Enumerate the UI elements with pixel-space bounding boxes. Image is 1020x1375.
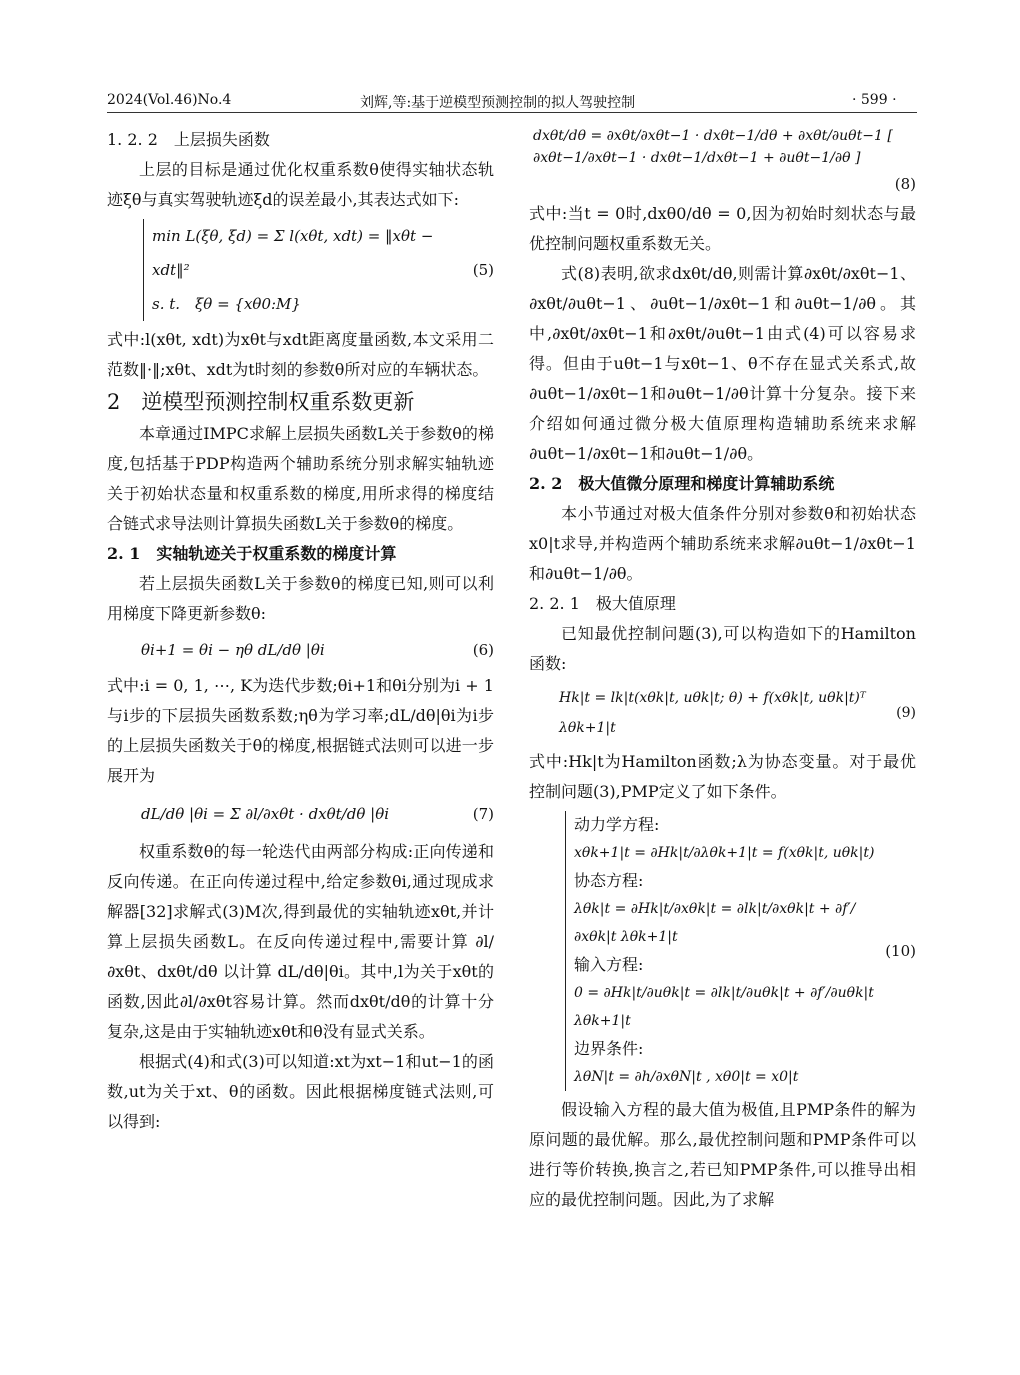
equation-number: (6) [472, 641, 494, 659]
equation-9-body: Hk|t = lk|t(xθk|t, uθk|t; θ) + f(xθk|t, uθk|t)ᵀ λθk+1|t [559, 690, 866, 736]
left-column [107, 125, 494, 1137]
paragraph: 式(8)表明,欲求dxθt/dθ,则需计算∂xθt/∂xθt−1、∂xθt/∂uθt−1、∂uθt−1/∂xθt−1和∂uθt−1/∂θ。其中,∂xθt/∂xθt−1和∂xθt/∂uθt−1由式(4)可以容易求得。但由于uθt−1与xθt−1、θ不存在显式关系式,故∂uθt−1/∂xθt−1和∂uθt−1/∂θ计算十分复杂。接下来介绍如何通过微分极大值原理构造辅助系统来求解∂uθt−1/∂xθt−1和∂uθt−1/∂θ。 [529, 264, 916, 463]
paragraph: 假设输入方程的最大值为极值,且PMP条件的解为原问题的最优解。那么,最优控制问题和PMP条件可以进行等价转换,换言之,若已知PMP条件,可以推导出相应的最优控制问题。因此,为了求解 [529, 1100, 916, 1209]
input-label: 输入方程: [574, 955, 644, 974]
header-issue: 2024(Vol.46)No.4 [107, 92, 232, 108]
equation-6-body: θi+1 = θi − ηθ dL/dθ |θi [141, 641, 325, 659]
boundary-label: 边界条件: [574, 1039, 644, 1058]
equation-6 [107, 635, 494, 665]
equation-5 [107, 219, 494, 321]
right-column [529, 125, 916, 1215]
section-2-1-heading: 2. 1 实轴轨迹关于权重系数的梯度计算 [107, 544, 397, 563]
paragraph: 式中:l(xθt, xdt)为xθt与xdt距离度量函数,本文采用二范数‖·‖;xθt、xdt为t时刻的参数θ所对应的车辆状态。 [107, 330, 494, 379]
equation-number: (9) [896, 705, 916, 721]
equation-8 [529, 125, 916, 169]
header-rule [107, 112, 917, 113]
equation-number: (8) [894, 175, 916, 193]
section-2-heading: 2 逆模型预测控制权重系数更新 [107, 390, 415, 414]
boundary-equation: λθN|t = ∂h/∂xθN|t , xθ0|t = x0|t [574, 1069, 799, 1085]
dynamics-label: 动力学方程: [574, 815, 660, 834]
equation-7 [107, 799, 494, 829]
section-1-2-2-heading: 1. 2. 2 上层损失函数 [107, 130, 270, 149]
header-page-number: · 599 · [852, 92, 897, 108]
paragraph: 权重系数θ的每一轮迭代由两部分构成:正向传递和反向传递。在正向传递过程中,给定参数θi,通过现成求解器[32]求解式(3)M次,得到最优的实轴轨迹xθt,并计算上层损失函数L。在反向传递过程中,需要计算 ∂l/∂xθt、dxθt/dθ 以计算 dL/dθ|θi。其中,l为关于xθt的函数,因此∂l/∂xθt容易计算。然而dxθt/dθ的计算十分复杂,这是由于实轴轨迹xθt和θ没有显式关系。 [107, 842, 494, 1041]
paragraph: 若上层损失函数L关于参数θ的梯度已知,则可以利用梯度下降更新参数θ: [107, 574, 494, 623]
section-2-2-heading: 2. 2 极大值微分原理和梯度计算辅助系统 [529, 474, 835, 493]
equation-9 [529, 683, 916, 743]
paragraph: 式中:Hk|t为Hamilton函数;λ为协态变量。对于最优控制问题(3),PMP定义了如下条件。 [529, 752, 916, 801]
paragraph: 式中:i = 0, 1, ⋯, K为迭代步数;θi+1和θi分别为i + 1与i步的下层损失函数系数;ηθ为学习率;dL/dθ|θi为i步的上层损失函数关于θ的梯度,根据链式法则可以进一步展开为 [107, 676, 494, 785]
input-equation: 0 = ∂Hk|t/∂uθk|t = ∂lk|t/∂uθk|t + ∂f′/∂uθk|t λθk+1|t [574, 985, 874, 1029]
paragraph: 本小节通过对极大值条件分别对参数θ和初始状态x0|t求导,并构造两个辅助系统来求解∂uθt−1/∂xθt−1和∂uθt−1/∂θ。 [529, 504, 916, 583]
paragraph: 已知最优控制问题(3),可以构造如下的Hamilton函数: [529, 624, 916, 673]
equation-number: (10) [885, 942, 916, 960]
equation-number: (7) [472, 805, 494, 823]
equation-7-body: dL/dθ |θi = Σ ∂l/∂xθt · dxθt/dθ |θi [141, 805, 390, 823]
equation-8-body: dxθt/dθ = ∂xθt/∂xθt−1 · dxθt−1/dθ + ∂xθt/∂uθt−1 [ ∂xθt−1/∂xθt−1 · dxθt−1/dxθt−1 + ∂uθt−1/∂θ ] [533, 128, 893, 166]
dynamics-equation: xθk+1|t = ∂Hk|t/∂λθk+1|t = f(xθk|t, uθk|t) [574, 845, 875, 861]
costate-label: 协态方程: [574, 871, 644, 890]
equation-10 [529, 811, 916, 1091]
section-2-2-1-heading: 2. 2. 1 极大值原理 [529, 594, 676, 613]
costate-equation: λθk|t = ∂Hk|t/∂xθk|t = ∂lk|t/∂xθk|t + ∂f′/∂xθk|t λθk+1|t [574, 901, 856, 945]
header-title: 刘辉,等:基于逆模型预测控制的拟人驾驶控制 [360, 95, 636, 111]
paragraph: 上层的目标是通过优化权重系数θ使得实轴状态轨迹ξθ与真实驾驶轨迹ξd的误差最小,其表达式如下: [107, 160, 494, 209]
equation-5-constraint: s. t. ξθ = {xθ0:M} [152, 295, 301, 313]
paragraph: 根据式(4)和式(3)可以知道:xt为xt−1和ut−1的函数,ut为关于xt、θ的函数。因此根据梯度链式法则,可以得到: [107, 1052, 494, 1131]
paragraph: 式中:当t = 0时,dxθ0/dθ = 0,因为初始时刻状态与最优控制问题权重系数无关。 [529, 204, 916, 253]
paragraph: 本章通过IMPC求解上层损失函数L关于参数θ的梯度,包括基于PDP构造两个辅助系统分别求解实轴轨迹关于初始状态量和权重系数的梯度,用所求得的梯度结合链式求导法则计算损失函数L关于参数θ的梯度。 [107, 424, 494, 533]
equation-5-objective: min L(ξθ, ξd) = Σ l(xθt, xdt) = ‖xθt − xdt‖² [152, 227, 434, 279]
equation-number: (5) [472, 261, 494, 279]
